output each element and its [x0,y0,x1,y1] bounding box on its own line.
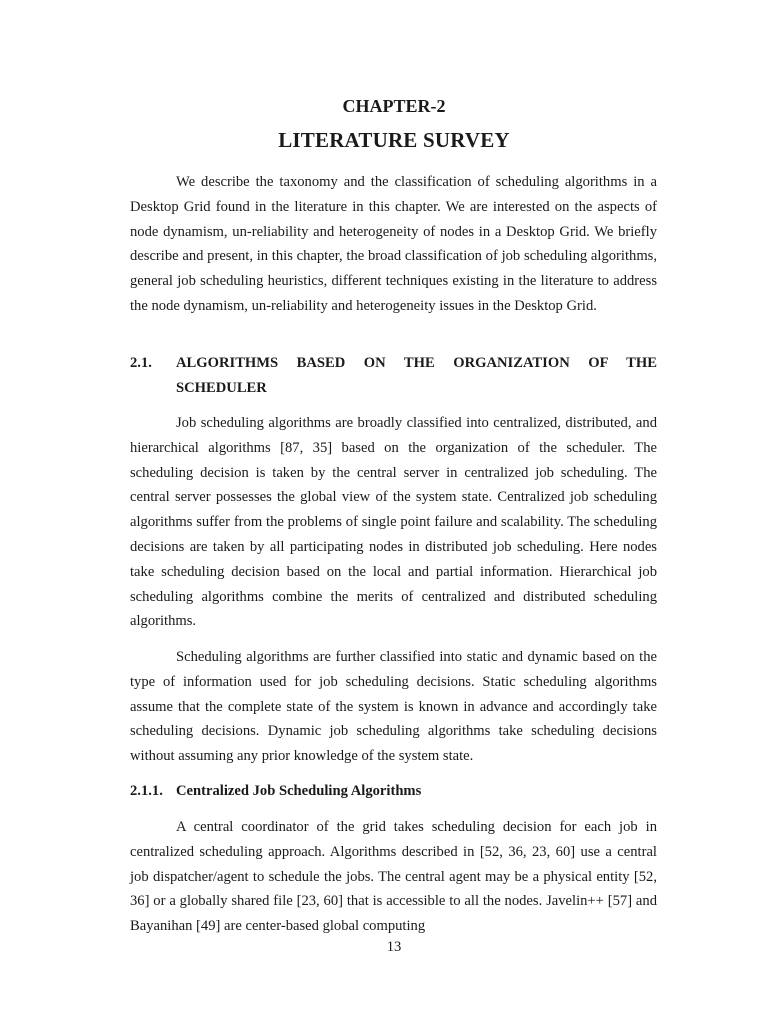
section-heading-2-1 [130,351,657,401]
static-dynamic-paragraph [130,645,657,769]
section-title-line2: SCHEDULER [176,379,267,396]
static-dynamic-paragraph-text: Scheduling algorithms are further classified into static and dynamic based on the type of information used for job scheduling decisions. Static scheduling algorithms assume that the complete state of the system is known in advance and accordingly take scheduling decisions. Dynamic job scheduling algorithms take scheduling decisions without assuming any prior knowledge of the system state. [130,649,657,765]
organization-paragraph [130,411,657,634]
section-title: Centralized Job Scheduling Algorithms [176,783,422,799]
centralized-paragraph-text: A central coordinator of the grid takes scheduling decision for each job in centralized scheduling approach. Algorithms described in [52, 36, 23, 60] use a central job dispatcher/agent to schedule the jobs. The central agent may be a physical entity [52, 36] or a globally shared file [23, 60] that is accessible to all the nodes. Javelin++ [57] and Bayanihan [49] are center-based global computing [130,819,657,935]
organization-paragraph-text: Job scheduling algorithms are broadly classified into centralized, distributed, and hierarchical algorithms [87, 35] based on the organization of the scheduler. The scheduling decision is taken by the central server in centralized job scheduling. The central server possesses the global view of the system state. Centralized job scheduling algorithms suffer from the problems of single point failure and scalability. The scheduling decisions are taken by all participating nodes in distributed job scheduling. Here nodes take scheduling decision based on the local and partial information. Hierarchical job scheduling algorithms combine the merits of centralized and distributed scheduling algorithms. [130,415,657,630]
intro-paragraph-text: We describe the taxonomy and the classification of scheduling algorithms in a Desktop Grid found in the literature in this chapter. We are interested on the aspects of node dynamism, un-reliability and heterogeneity of nodes in a Desktop Grid. We briefly describe and present, in this chapter, the broad classification of job scheduling algorithms, general job scheduling heuristics, different techniques existing in the literature to address the node dynamism, un-reliability and heterogeneity issues in the Desktop Grid. [130,174,657,314]
section-title-line1: ALGORITHMS BASED ON THE ORGANIZATION OF THE [176,355,657,371]
centralized-paragraph [130,815,657,939]
chapter-title: LITERATURE SURVEY [278,128,510,152]
section-number: 2.1.1. [130,783,163,799]
intro-paragraph [130,170,657,319]
section-number: 2.1. [130,355,152,371]
page-number: 13 [386,939,402,955]
chapter-label: CHAPTER-2 [342,96,446,116]
section-heading-2-1-1 [130,779,657,804]
